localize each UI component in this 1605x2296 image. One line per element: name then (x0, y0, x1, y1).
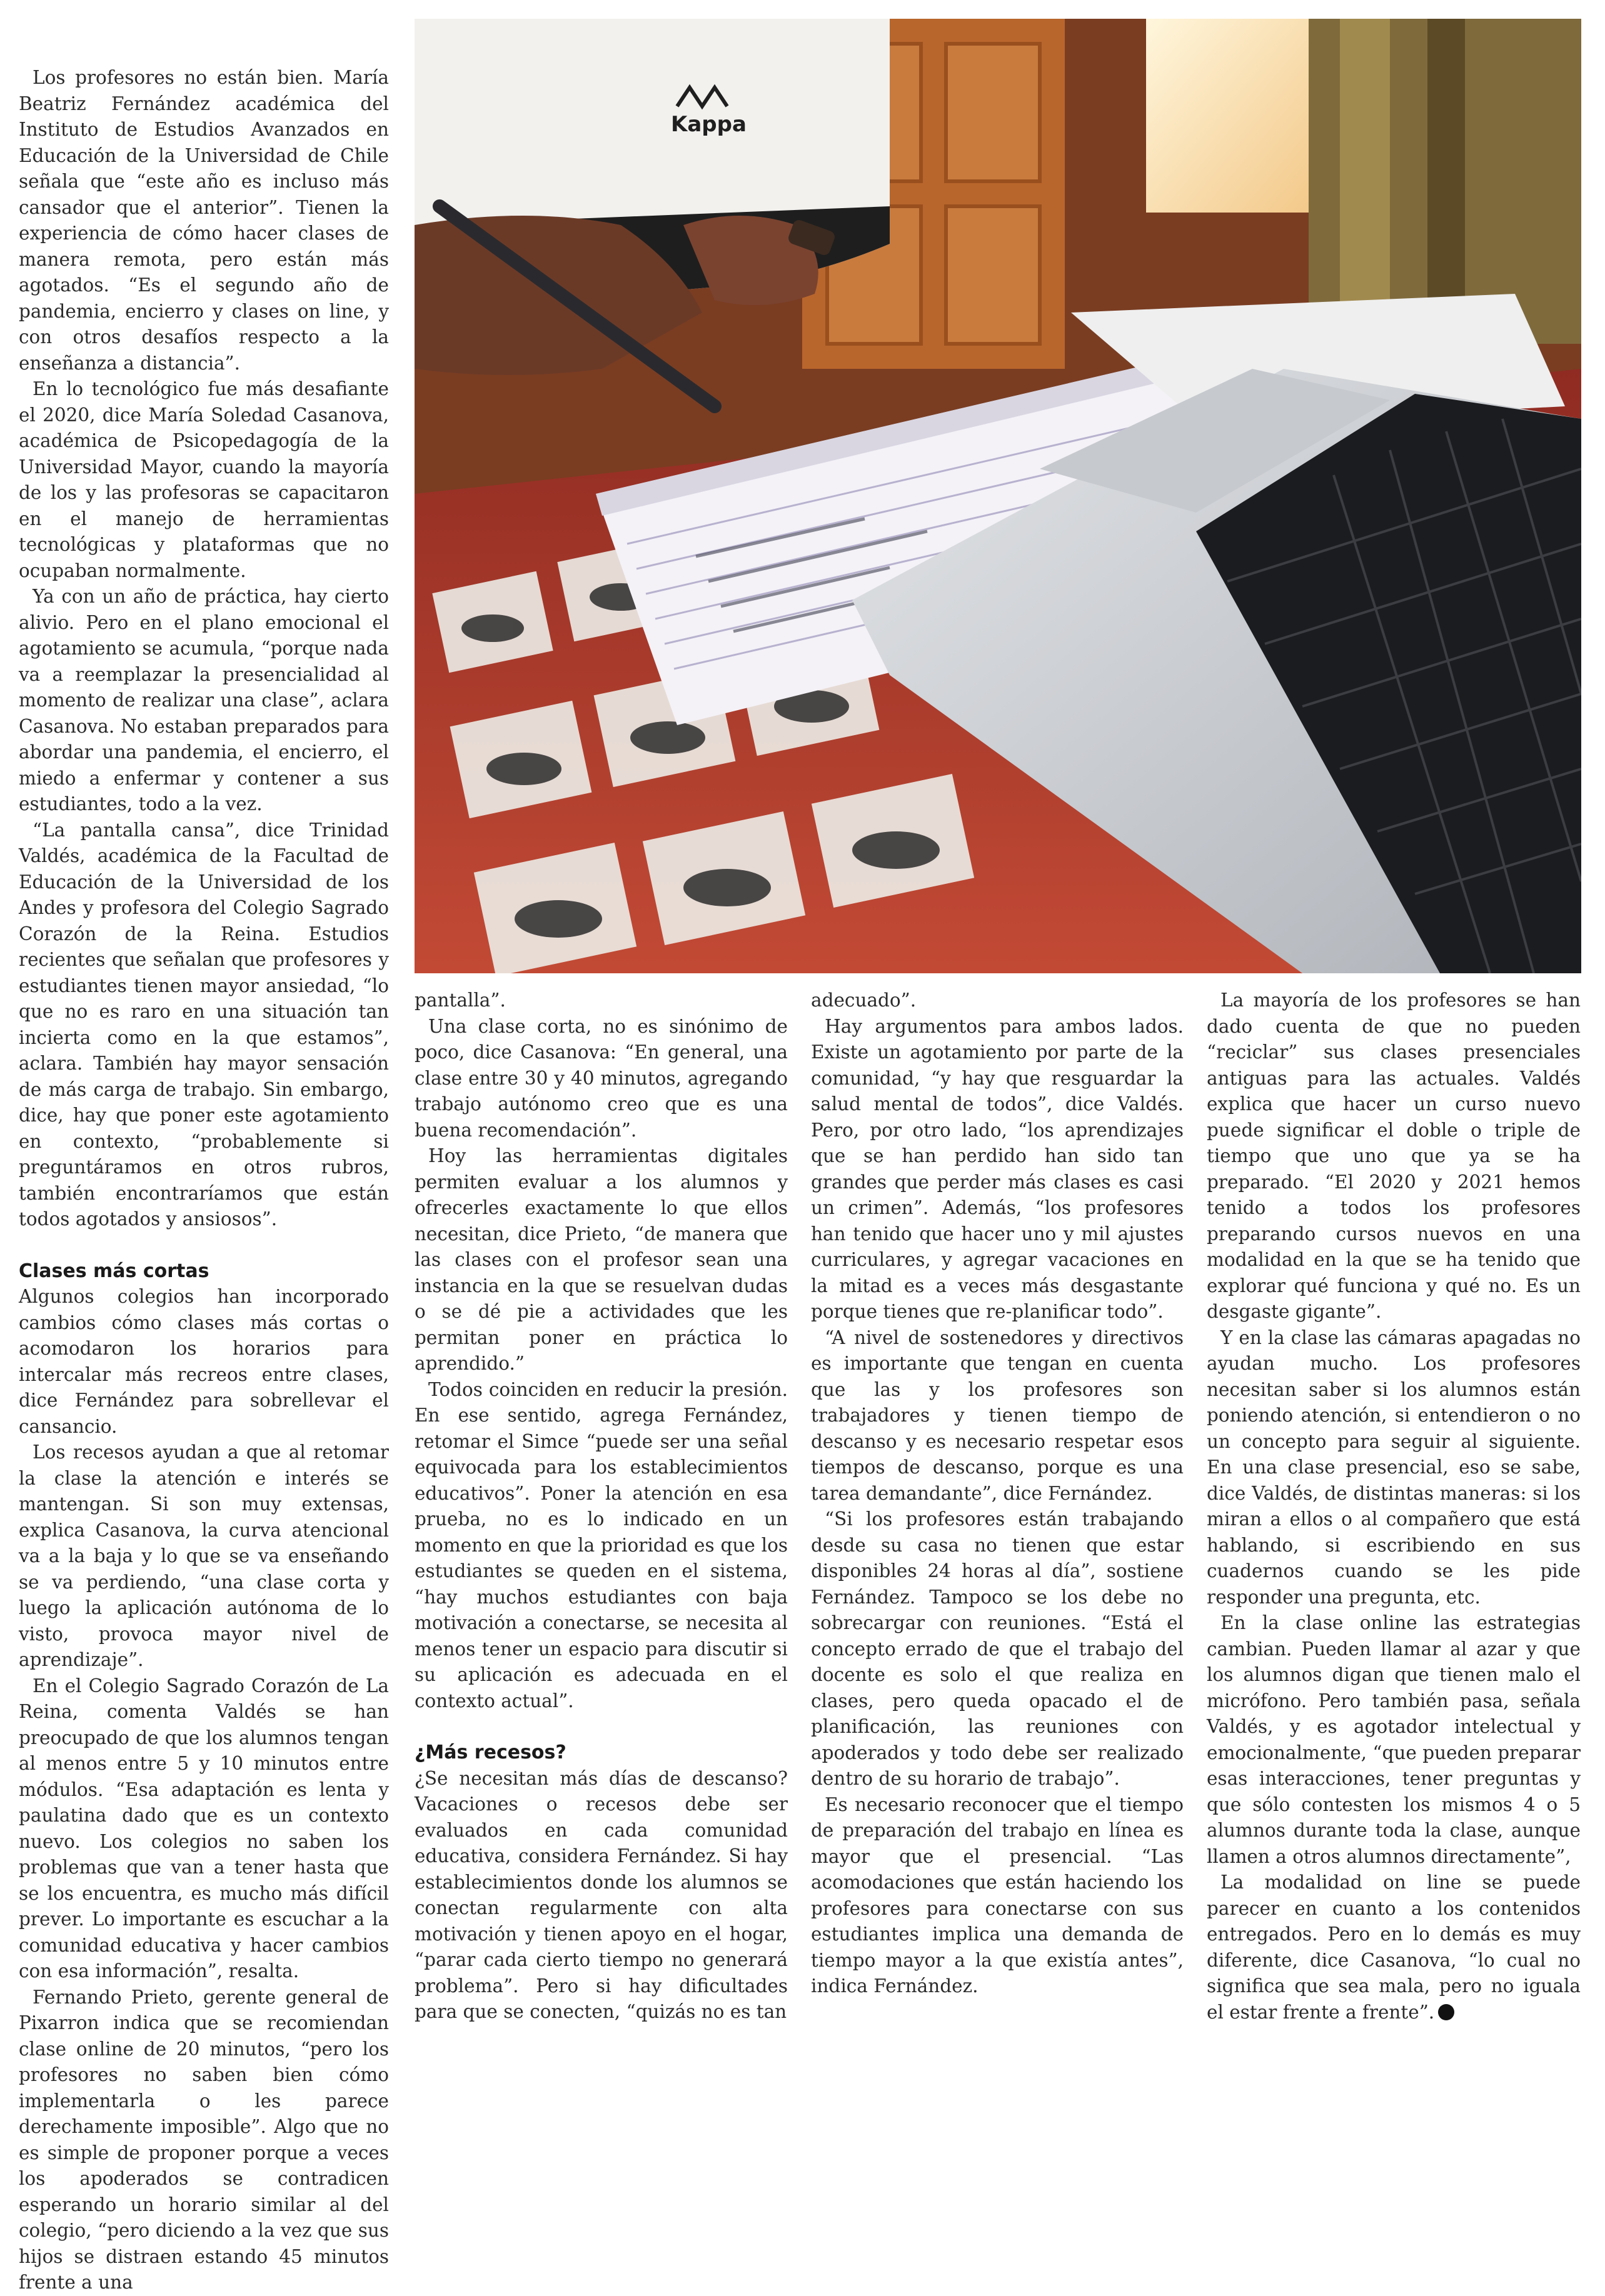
paragraph: “Si los profesores están trabajando desde su casa no tienen que estar disponibles 24 horas al día”, sostiene Fernández. Tampoco se los debe no sobrecargar con reuniones. “Está el concepto errado de que el trabajo del docente es solo el que realiza en clases, pero queda opacado el de planificación, las reuniones con apoderados y todo debe ser realizado dentro de su horario de trabajo”. (811, 1508, 1184, 1789)
section-heading-clases-mas-cortas: Clases más cortas (19, 1260, 209, 1282)
shirt-logo-text: Kappa (671, 112, 747, 137)
paragraph: Algunos colegios han incorporado cambios cómo clases más cortas o acomodaron los horarios para intercalar más recreos entre clases, dice Fernández para sobrellevar el cansancio. (19, 1286, 389, 1437)
paragraph: “A nivel de sostenedores y directivos es importante que tengan en cuenta que las y los profesores son trabajadores y tienen tiempo de descanso y es necesario respetar esos tiempos de descanso, porque es una tarea demandante”, dice Fernández. (811, 1326, 1184, 1504)
paragraph: Es necesario reconocer que el tiempo de preparación del trabajo en línea es mayor que el presencial. “Las acomodaciones que están haciendo los profesores para conectarse con sus estudiantes implica una demanda de tiempo mayor a la que existía antes”, indica Fernández. (811, 1793, 1184, 1997)
column-4 (1207, 988, 1581, 2025)
paragraph: Fernando Prieto, gerente general de Pixarron indica que se recomiendan clase online de 20 minutos, “pero los profesores no saben bien cómo implementarla o les parece derechamente imposible”. Algo que no es simple de proponer porque a veces los apoderados se contradicen esperando un horario similar al del colegio, “pero diciendo a la vez que sus hijos se distraen estando 45 minutos frente a una (19, 1986, 389, 2293)
paragraph: En la clase online las estrategias cambian. Pueden llamar al azar y que los alumnos digan que tienen malo el micrófono. Pero también pasa, señala Valdés, y es agotador intelectual y emocionalmente, “que pueden preparar esas interacciones, tener preguntas y que sólo contesten los mismos 4 o 5 alumnos durante toda la clase, aunque llamen a otros alumnos directamente”, (1207, 1612, 1581, 1867)
paragraph: Y en la clase las cámaras apagadas no ayudan mucho. Los profesores necesitan saber si los alumnos están poniendo atención, si entendieron o no un concepto para seguir al siguiente. En una clase presencial, eso se sabe, dice Valdés, de distintas maneras: si los miran a ellos o al compañero que está hablando, si escribiendo en sus cuadernos cuando se les pide responder una pregunta, etc. (1207, 1326, 1581, 1608)
paragraph: pantalla”. (415, 990, 506, 1011)
paragraph: Los profesores no están bien. María Beatriz Fernández académica del Instituto de Estudios Avanzados en Educación de la Universidad de Chile señala que “este año es incluso más cansador que el anterior”. Tienen la experiencia de cómo hacer clases de manera remota, pero están más agotados. “Es el segundo año de pandemia, encierro y clases on line, y con otros desafíos respecto a la enseñanza a distancia”. (19, 67, 389, 374)
paragraph-final-text: La modalidad on line se puede parecer en cuanto a los contenidos entregados. Pero en lo demás es muy diferente, dice Casanova, “lo cual no significa que sea mala, pero no iguala el estar frente a frente”. (1207, 1872, 1581, 2023)
paragraph: Ya con un año de práctica, hay cierto alivio. Pero en el plano emocional el agotamiento se acumula, “porque nada va a reemplazar la presencialidad al momento de realizar una clase”, aclara Casanova. No estaban preparados para abordar una pandemia, el encierro, el miedo a enfermar y contener a sus estudiantes, todo a la vez. (19, 586, 389, 815)
paragraph: Los recesos ayudan a que al retomar la clase la atención e interés se mantengan. Si son muy extensas, explica Casanova, la curva atencional va a la baja y lo que se va enseñando se va perdiendo, “una clase corta y luego la aplicación autónoma de lo visto, provoca mayor nivel de aprendizaje”. (19, 1441, 389, 1670)
paragraph: En el Colegio Sagrado Corazón de La Reina, comenta Valdés se han preocupado de que los alumnos tengan al menos entre 5 y 10 minutos entre módulos. “Esa adaptación es lenta y paulatina dado que es un contexto nuevo. Los colegios no saben los problemas que van a tener hasta que se los encuentra, es mucho más difícil prever. Lo importante es escuchar a la comunidad educativa y hacer cambios con esa información”, resalta. (19, 1675, 389, 1982)
section-heading-mas-recesos: ¿Más recesos? (415, 1742, 566, 1763)
paragraph: adecuado”. (811, 990, 917, 1011)
column-3 (811, 988, 1184, 2000)
paragraph: ¿Se necesitan más días de descanso? Vacaciones o recesos debe ser evaluados en cada comunidad educativa, considera Fernández. Si hay establecimientos donde los alumnos se conectan regularmente con alta motivación y tienen apoyo en el hogar, “parar cada cierto tiempo no generará problema”. Pero si hay dificultades para que se conecten, “quizás no es tan (415, 1767, 788, 2022)
article-photo (415, 19, 1581, 973)
paragraph-final (1207, 1870, 1581, 2025)
paragraph: En lo tecnológico fue más desafiante el 2020, dice María Soledad Casanova, académica de Psicopedagogía de la Universidad Mayor, cuando la mayoría de los y las profesoras se capacitaron en el manejo de herramientas tecnológicas y plataformas que no ocupaban normalmente. (19, 378, 389, 581)
column-2 (415, 988, 788, 2025)
paragraph: Todos coinciden en reducir la presión. En ese sentido, agrega Fernández, retomar el Simce “puede ser una señal equivocada para los establecimientos educativos”. Poner la atención en esa prueba, no es lo indicado en un momento en que la prioridad es que los estudiantes se queden en el sistema, “hay muchos estudiantes con baja motivación a conectarse, se necesita al menos tener un espacio para discutir si su aplicación es adecuada en el contexto actual”. (415, 1378, 788, 1712)
paragraph: “La pantalla cansa”, dice Trinidad Valdés, académica de la Facultad de Educación de la Universidad de los Andes y profesora del Colegio Sagrado Corazón de la Reina. Estudios recientes que señalan que profesores y estudiantes tienen mayor ansiedad, “lo que no es raro en una situación tan incierta como en la que estamos”, aclara. También hay mayor sensación de más carga de trabajo. Sin embargo, dice, hay que poner este agotamiento en contexto, “probablemente si preguntáramos en otros rubros, también encontraríamos que están todos agotados y ansiosos”. (19, 819, 389, 1230)
window (1146, 19, 1309, 213)
column-1 (19, 65, 389, 2296)
paragraph: Hay argumentos para ambos lados. Existe un agotamiento por parte de la comunidad, “y hay que resguardar la salud mental de todos”, dice Valdés. Pero, por otro lado, “los aprendizajes que se han perdido han sido tan grandes que perder más clases es casi un crimen”. Además, “los profesores han tenido que hacer uno y mil ajustes curriculares, y agregar vacaciones en la mitad es a veces más desgastante porque tienes que re-planificar todo”. (811, 1015, 1184, 1322)
end-of-article-icon (1438, 2004, 1454, 2020)
paragraph: Hoy las herramientas digitales permiten evaluar a los alumnos y ofrecerles exactamente lo que ellos necesitan, dice Prieto, “de manera que las clases con el profesor sean una instancia en la que se resuelvan dudas o se dé pie a actividades que les permitan poner en práctica lo aprendido.” (415, 1145, 788, 1374)
paragraph: La mayoría de los profesores se han dado cuenta de que no pueden “reciclar” sus clases presenciales antiguas para las actuales. Valdés explica que hacer un curso nuevo puede significar el doble o triple de tiempo que uno que ya se ha preparado. “El 2020 y 2021 hemos tenido a todos los profesores preparando cursos nuevos en una modalidad en la que se ha tenido que explorar qué funciona y qué no. Es un desgaste gigante”. (1207, 990, 1581, 1322)
paragraph: Una clase corta, no es sinónimo de poco, dice Casanova: “En general, una clase entre 30 y 40 minutos, agregando trabajo autónomo creo que es una buena recomendación”. (415, 1015, 788, 1141)
